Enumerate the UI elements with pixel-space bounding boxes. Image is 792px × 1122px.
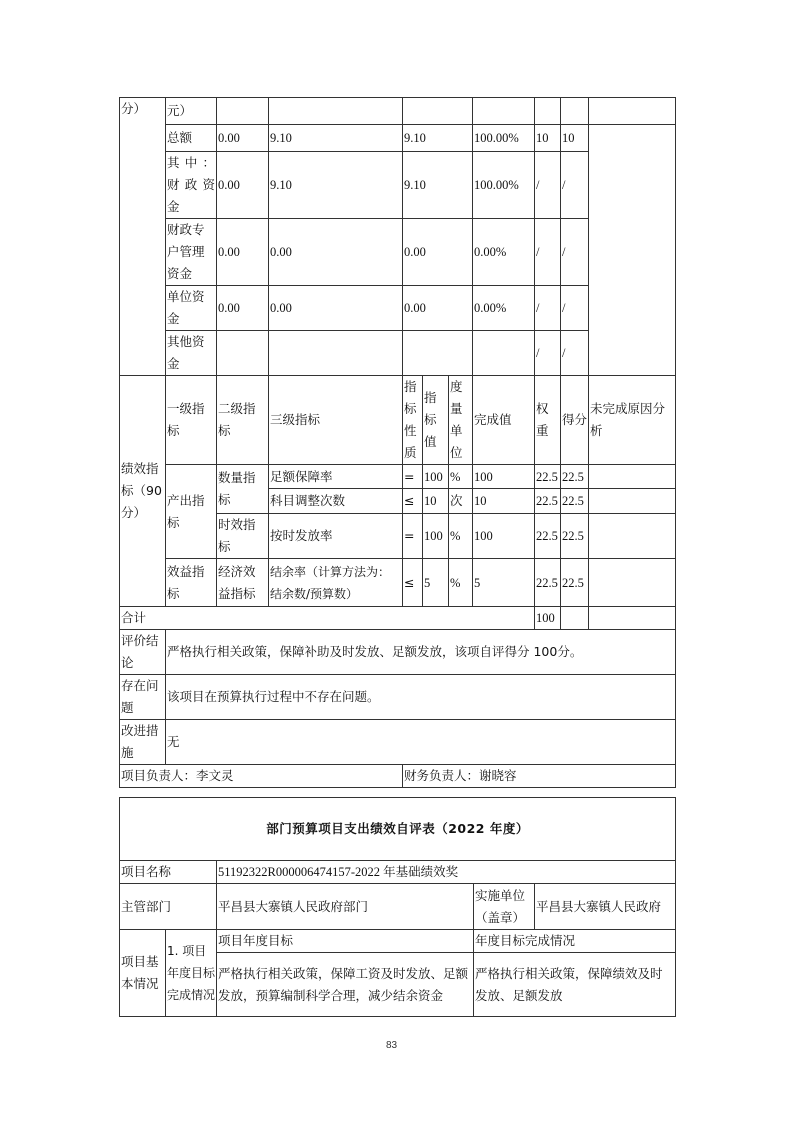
indicator-actual: 100 <box>473 465 535 489</box>
indicator-score: 22.5 <box>561 465 589 489</box>
problems-label: 存在问题 <box>120 675 166 720</box>
indicator-value: 10 <box>423 489 449 514</box>
table-row <box>120 98 676 125</box>
improvements-text: 无 <box>166 720 676 765</box>
table-row <box>120 465 676 489</box>
cell <box>561 607 589 630</box>
conclusion-text: 严格执行相关政策，保障补助及时发放、足额发放，该项自评得分 100分。 <box>166 630 676 675</box>
indicator-reason <box>589 489 676 514</box>
table-row <box>120 559 676 607</box>
header-nature: 指标性质 <box>403 376 423 465</box>
cell <box>589 607 676 630</box>
fund-header-fragment: 元） <box>166 98 217 125</box>
indicator-unit: % <box>449 465 473 489</box>
indicator-nature: ≤ <box>403 559 423 607</box>
fund-weight: 10 <box>535 125 561 152</box>
table-row <box>120 720 676 765</box>
fund-weight: / <box>535 219 561 286</box>
indicator-nature: ≤ <box>403 489 423 514</box>
completion-text: 严格执行相关政策，保障绩效及时发放、足额发放 <box>474 953 676 1017</box>
dept-value: 平昌县大寨镇人民政府部门 <box>217 884 474 930</box>
indicator-actual: 100 <box>473 514 535 559</box>
header-value: 指标值 <box>423 376 449 465</box>
page-number: 83 <box>386 1040 398 1051</box>
basic-info-label: 项目基本情况 <box>120 930 166 1017</box>
impl-unit-label: 实施单位（盖章） <box>474 884 535 930</box>
indicator-nature: = <box>403 514 423 559</box>
fund-budget: 0.00 <box>217 152 269 219</box>
cell <box>217 98 269 125</box>
group-output: 产出指标 <box>166 465 217 559</box>
table-row <box>120 125 676 152</box>
fund-adjusted <box>269 331 403 376</box>
group-economic: 经济效益指标 <box>217 559 269 607</box>
cell <box>403 98 473 125</box>
dept-label: 主管部门 <box>120 884 217 930</box>
table-row <box>120 861 676 884</box>
fund-score: 10 <box>561 125 589 152</box>
table-row <box>120 630 676 675</box>
conclusion-label: 评价结论 <box>120 630 166 675</box>
indicator-name: 科目调整次数 <box>269 489 403 514</box>
fund-executed: 0.00 <box>403 219 473 286</box>
indicator-reason <box>589 465 676 489</box>
performance-table-continued <box>119 97 676 788</box>
improvements-label: 改进措施 <box>120 720 166 765</box>
fund-section-label-fragment: 分） <box>120 98 166 376</box>
perf-section-label: 绩效指标（90分） <box>120 376 166 607</box>
table-row <box>120 765 676 788</box>
indicator-name: 结余率（计算方法为：结余数/预算数） <box>269 559 403 607</box>
fund-executed <box>403 331 473 376</box>
completion-header: 年度目标完成情况 <box>474 930 676 953</box>
fund-label: 单位资金 <box>166 286 217 331</box>
fund-adjusted: 9.10 <box>269 125 403 152</box>
indicator-value: 100 <box>423 514 449 559</box>
fund-executed: 9.10 <box>403 125 473 152</box>
impl-unit-value: 平昌县大寨镇人民政府 <box>535 884 676 930</box>
fund-rate: 0.00% <box>473 219 535 286</box>
header-unit: 度量单位 <box>449 376 473 465</box>
fund-label: 总额 <box>166 125 217 152</box>
table-row <box>120 376 676 465</box>
fund-score: / <box>561 286 589 331</box>
table-row <box>120 798 676 861</box>
header-score: 得分 <box>561 376 589 465</box>
indicator-value: 100 <box>423 465 449 489</box>
cell <box>473 98 535 125</box>
fund-adjusted: 9.10 <box>269 152 403 219</box>
indicator-weight: 22.5 <box>535 514 561 559</box>
fund-executed: 0.00 <box>403 286 473 331</box>
indicator-actual: 5 <box>473 559 535 607</box>
goal-section-label: 1. 项目年度目标完成情况 <box>166 930 217 1017</box>
table-row <box>120 607 676 630</box>
header-level3: 三级指标 <box>269 376 403 465</box>
indicator-unit: % <box>449 514 473 559</box>
fund-budget: 0.00 <box>217 286 269 331</box>
fund-weight: / <box>535 286 561 331</box>
cell <box>561 98 589 125</box>
header-weight: 权重 <box>535 376 561 465</box>
fund-adjusted: 0.00 <box>269 219 403 286</box>
indicator-weight: 22.5 <box>535 465 561 489</box>
total-label: 合计 <box>120 607 535 630</box>
indicator-name: 按时发放率 <box>269 514 403 559</box>
indicator-score: 22.5 <box>561 489 589 514</box>
fund-label: 财政专户管理资金 <box>166 219 217 286</box>
indicator-unit: % <box>449 559 473 607</box>
group-benefit: 效益指标 <box>166 559 217 607</box>
total-weight: 100 <box>535 607 561 630</box>
fund-budget <box>217 331 269 376</box>
problems-text: 该项目在预算执行过程中不存在问题。 <box>166 675 676 720</box>
fund-rate: 0.00% <box>473 286 535 331</box>
header-actual: 完成值 <box>473 376 535 465</box>
fund-adjusted: 0.00 <box>269 286 403 331</box>
header-reason: 未完成原因分析 <box>589 376 676 465</box>
table-row <box>120 930 676 953</box>
fund-score: / <box>561 331 589 376</box>
indicator-score: 22.5 <box>561 514 589 559</box>
indicator-unit: 次 <box>449 489 473 514</box>
indicator-actual: 10 <box>473 489 535 514</box>
header-level2: 二级指标 <box>217 376 269 465</box>
indicator-weight: 22.5 <box>535 489 561 514</box>
project-name-label: 项目名称 <box>120 861 217 884</box>
table-row <box>120 884 676 930</box>
table-row <box>120 675 676 720</box>
indicator-weight: 22.5 <box>535 559 561 607</box>
cell <box>589 98 676 125</box>
indicator-nature: = <box>403 465 423 489</box>
finance-lead-signature: 财务负责人：谢晓容 <box>403 765 676 788</box>
indicator-name: 足额保障率 <box>269 465 403 489</box>
cell <box>269 98 403 125</box>
fund-label: 其他资金 <box>166 331 217 376</box>
fund-score: / <box>561 152 589 219</box>
indicator-value: 5 <box>423 559 449 607</box>
indicator-score: 22.5 <box>561 559 589 607</box>
project-name-value: 51192322R000006474157-2022 年基础绩效奖 <box>217 861 676 884</box>
self-evaluation-table <box>119 797 676 1017</box>
fund-rate: 100.00% <box>473 152 535 219</box>
fund-rate: 100.00% <box>473 125 535 152</box>
header-level1: 一级指标 <box>166 376 217 465</box>
fund-weight: / <box>535 331 561 376</box>
annual-goal-text: 严格执行相关政策，保障工资及时发放、足额发放，预算编制科学合理，减少结余资金 <box>217 953 474 1017</box>
form-title: 部门预算项目支出绩效自评表（2022 年度） <box>120 798 676 861</box>
fund-score: / <box>561 219 589 286</box>
cell <box>589 125 676 376</box>
annual-goal-header: 项目年度目标 <box>217 930 474 953</box>
indicator-reason <box>589 514 676 559</box>
fund-rate <box>473 331 535 376</box>
group-timeliness: 时效指标 <box>217 514 269 559</box>
group-quantity: 数量指标 <box>217 465 269 514</box>
indicator-reason <box>589 559 676 607</box>
fund-budget: 0.00 <box>217 219 269 286</box>
fund-weight: / <box>535 152 561 219</box>
fund-label: 其中：财政资金 <box>166 152 217 219</box>
cell <box>535 98 561 125</box>
project-lead-signature: 项目负责人：李文灵 <box>120 765 403 788</box>
fund-budget: 0.00 <box>217 125 269 152</box>
fund-executed: 9.10 <box>403 152 473 219</box>
